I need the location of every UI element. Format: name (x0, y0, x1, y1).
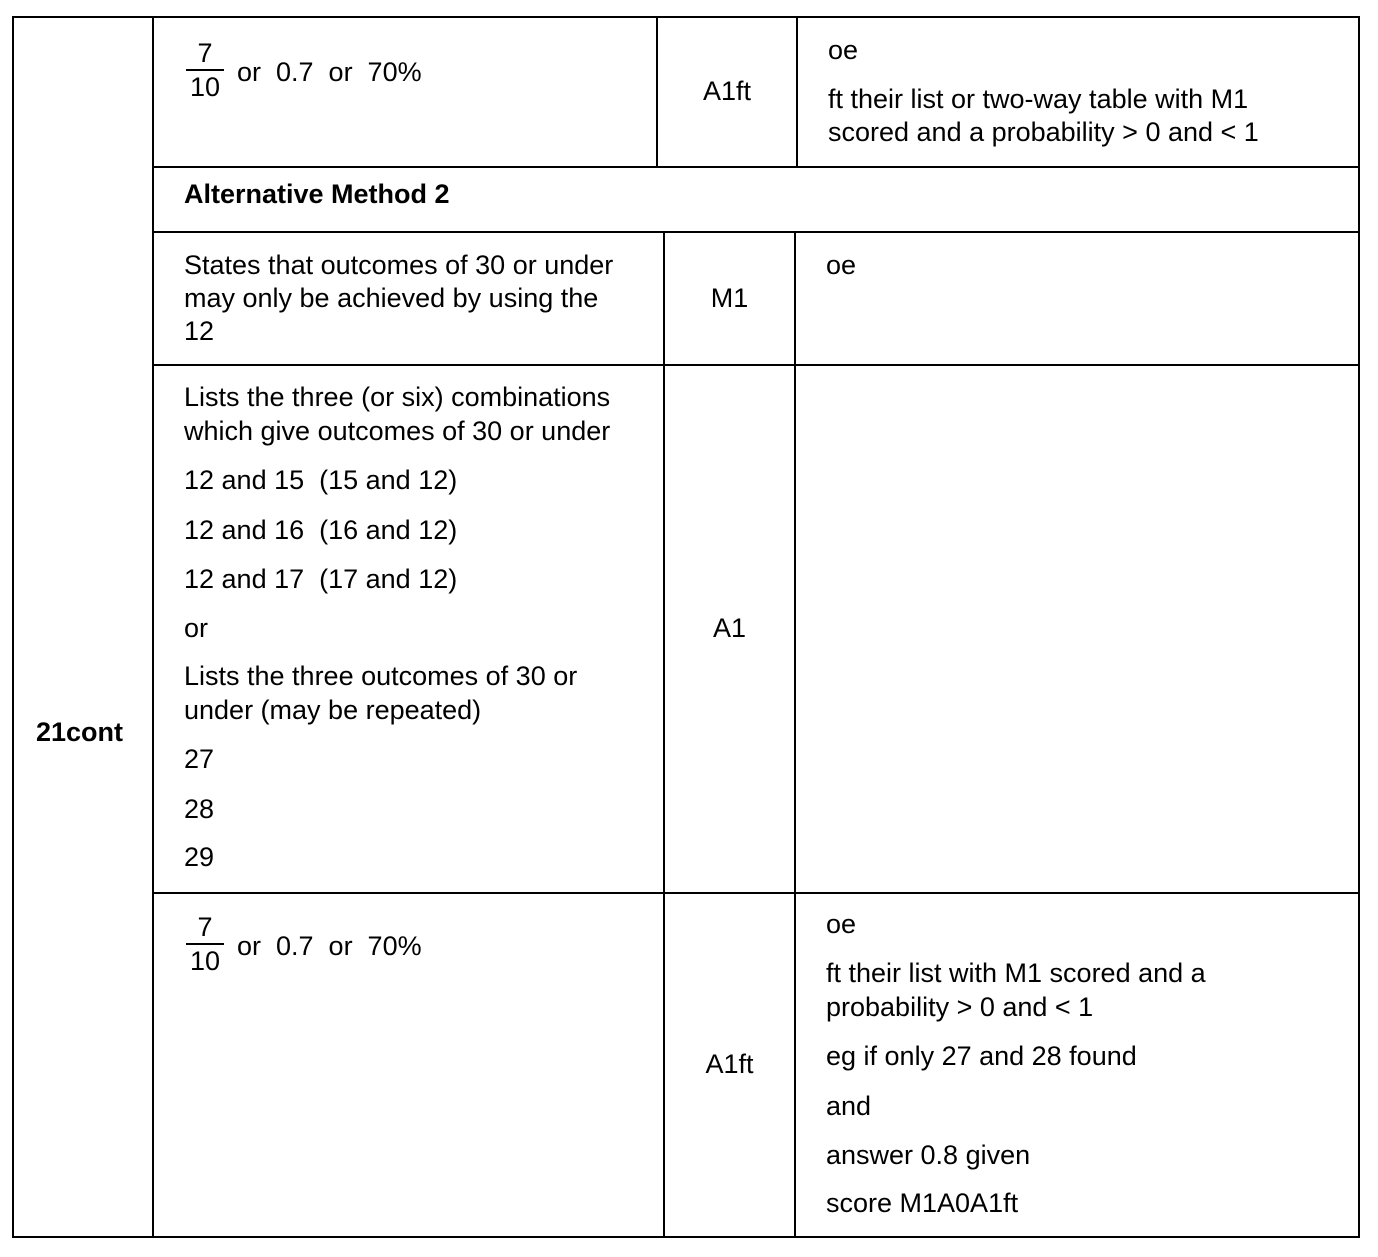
table-top-border (12, 16, 1360, 18)
question-column-border (152, 16, 154, 1238)
row4-mark: A1ft (705, 1049, 754, 1079)
row3-answer-1: which give outcomes of 30 or under (184, 416, 611, 446)
row4-fraction-denominator: 10 (189, 946, 221, 976)
mark-comment-border (794, 231, 796, 1238)
row1-comment-1: ft their list or two-way table with M1 (828, 84, 1249, 114)
row2-answer-2: 12 (184, 316, 215, 346)
row1-answer-rest: or 0.7 or 70% (237, 57, 422, 87)
row2-comment-0: oe (826, 250, 857, 280)
row3-answer-6: Lists the three outcomes of 30 or (184, 661, 578, 691)
row1-mark: A1ft (702, 76, 752, 106)
table-left-border (12, 16, 14, 1238)
row3-answer-4: 12 and 17 (17 and 12) (184, 564, 458, 594)
row3-answer-2: 12 and 15 (15 and 12) (184, 465, 458, 495)
table-right-border (1358, 16, 1360, 1238)
row3-bottom-border (152, 892, 1360, 894)
row3-answer-3: 12 and 16 (16 and 12) (184, 515, 458, 545)
row2-mark: M1 (710, 283, 749, 313)
row1-bottom-border (152, 166, 1360, 168)
row1-fraction (186, 40, 224, 100)
table-bottom-border (12, 1236, 1360, 1238)
row4-fraction-bar (186, 943, 224, 945)
row1-fraction-numerator: 7 (197, 38, 213, 68)
row4-comment-3: eg if only 27 and 28 found (826, 1041, 1137, 1071)
row1-fraction-denominator: 10 (189, 72, 221, 102)
answer-mark-border (663, 231, 665, 1238)
row3-answer-7: under (may be repeated) (184, 695, 482, 725)
row2-bottom-border (152, 364, 1360, 366)
alt-heading-bottom-border (152, 231, 1360, 233)
row1-fraction-bar (186, 69, 224, 71)
row4-comment-0: oe (826, 909, 857, 939)
row2-answer-0: States that outcomes of 30 or under (184, 250, 614, 280)
row2-answer-1: may only be achieved by using the (184, 283, 599, 313)
row3-answer-9: 28 (184, 794, 215, 824)
row4-comment-6: score M1A0A1ft (826, 1188, 1019, 1218)
row1-comment-2: scored and a probability > 0 and < 1 (828, 117, 1259, 147)
row1-mark-comment-border (796, 16, 798, 167)
row4-comment-1: ft their list with M1 scored and a (826, 958, 1206, 988)
row4-comment-4: and (826, 1091, 872, 1121)
row1-comment-0: oe (828, 35, 859, 65)
row4-comment-2: probability > 0 and < 1 (826, 992, 1094, 1022)
question-number: 21cont (36, 717, 124, 747)
row3-answer-0: Lists the three (or six) combinations (184, 382, 611, 412)
row3-answer-8: 27 (184, 744, 215, 774)
row3-answer-5: or (184, 613, 209, 643)
alt-method-heading: Alternative Method 2 (184, 179, 450, 209)
row3-mark: A1 (712, 613, 747, 643)
row3-answer-10: 29 (184, 842, 215, 872)
row4-comment-5: answer 0.8 given (826, 1140, 1031, 1170)
row4-fraction (186, 914, 224, 974)
row4-fraction-numerator: 7 (197, 912, 213, 942)
row4-answer-rest: or 0.7 or 70% (237, 931, 422, 961)
